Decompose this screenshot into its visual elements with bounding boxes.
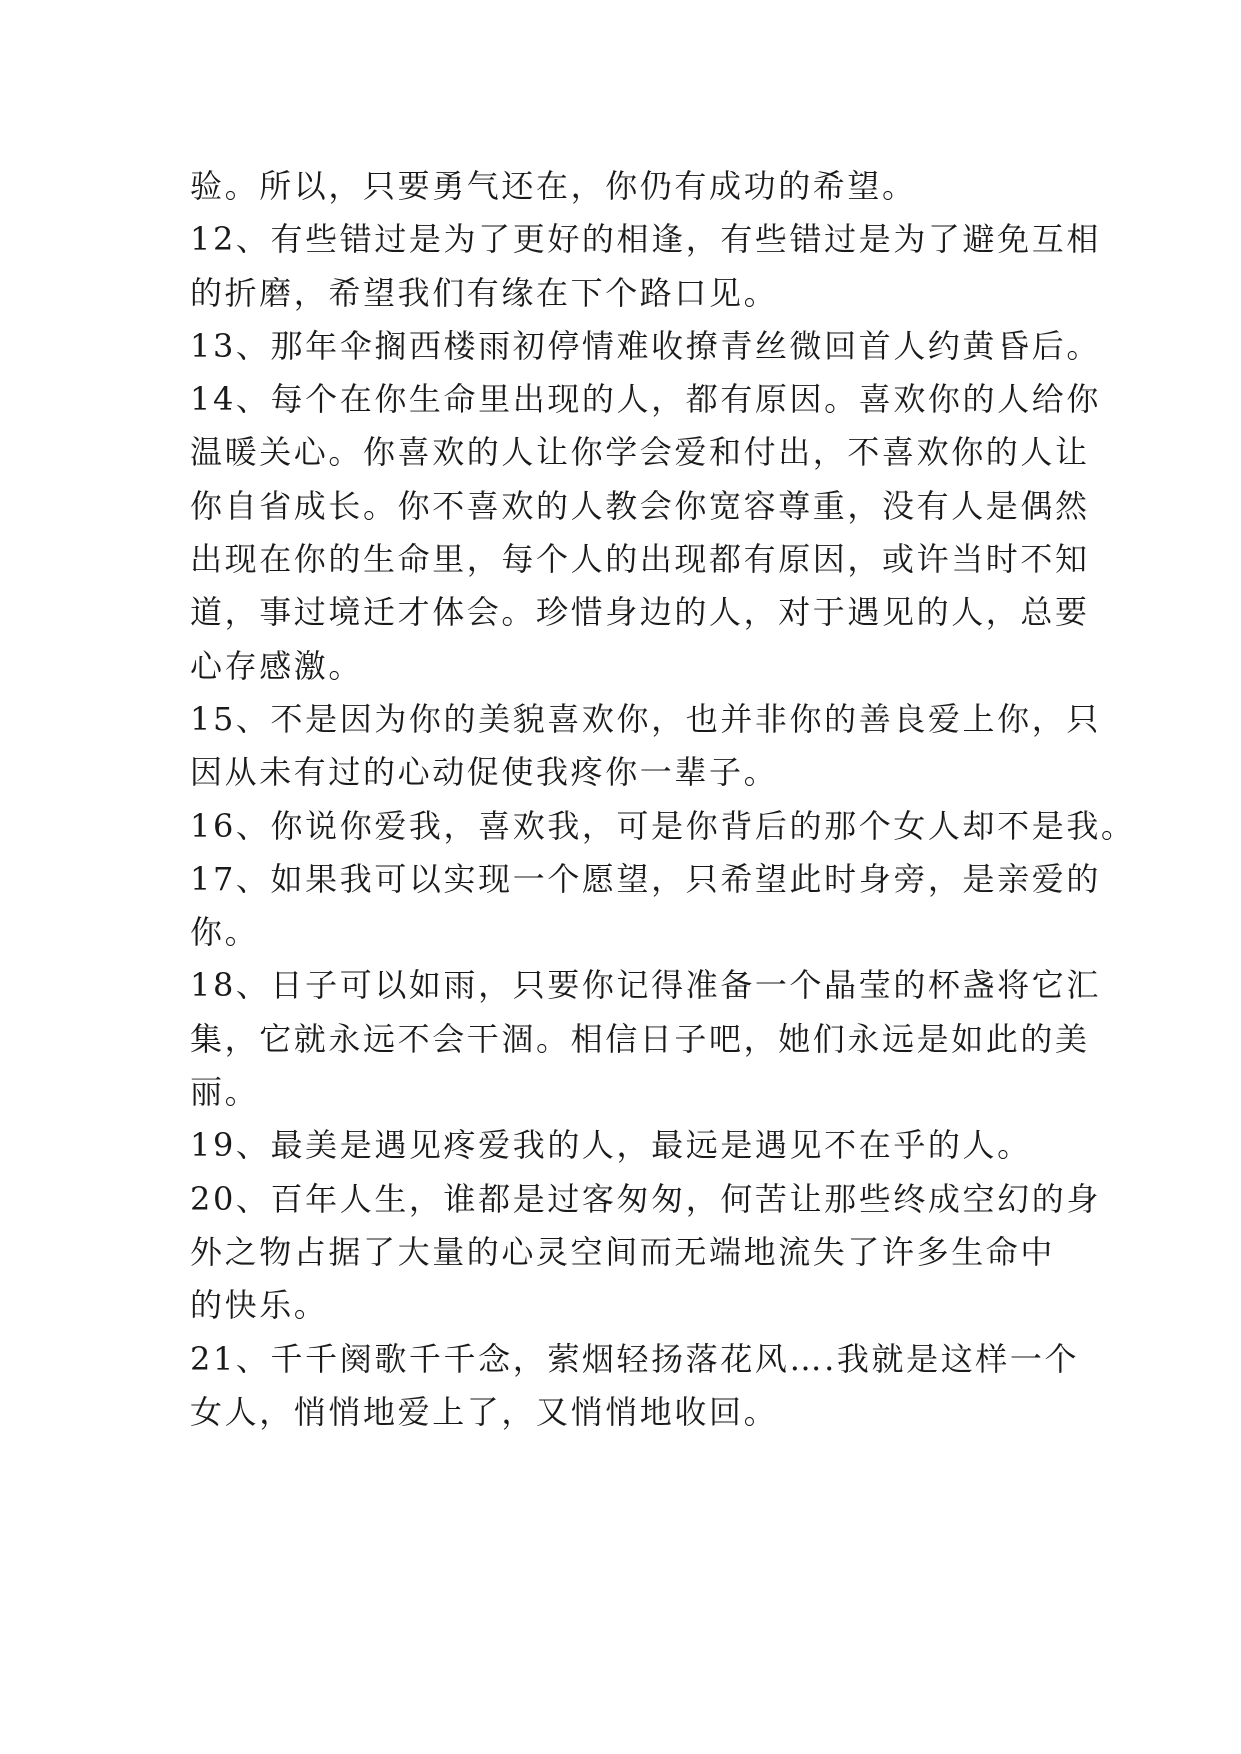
text-line: 女人，悄悄地爱上了，又悄悄地收回。 — [190, 1392, 779, 1431]
text-line: 20、百年人生，谁都是过客匆匆，何苦让那些终成空幻的身 — [190, 1179, 1101, 1218]
text-line: 心存感激。 — [190, 646, 364, 685]
text-line: 的折磨，希望我们有缘在下个路口见。 — [190, 273, 779, 312]
text-line: 17、如果我可以实现一个愿望，只希望此时身旁，是亲爱的 — [190, 859, 1101, 898]
text-line: 14、每个在你生命里出现的人，都有原因。喜欢你的人给你 — [190, 380, 1101, 419]
text-line: 你。 — [190, 913, 260, 952]
text-line: 温暖关心。你喜欢的人让你学会爱和付出，不喜欢你的人让 — [190, 433, 1090, 472]
text-line: 集，它就永远不会干涸。相信日子吧，她们永远是如此的美 — [190, 1019, 1090, 1058]
text-line: 因从未有过的心动促使我疼你一辈子。 — [190, 753, 779, 792]
text-line: 验。所以，只要勇气还在，你仍有成功的希望。 — [190, 167, 917, 205]
text-line: 丽。 — [190, 1073, 260, 1112]
text-line: 21、千千阕歌千千念，萦烟轻扬落花风….我就是这样一个 — [190, 1339, 1080, 1378]
text-line: 外之物占据了大量的心灵空间而无端地流失了许多生命中 — [190, 1232, 1056, 1271]
text-line: 13、那年伞搁西楼雨初停情难收撩青丝微回首人约黄昏后。 — [190, 326, 1101, 365]
text-line: 16、你说你爱我，喜欢我，可是你背后的那个女人却不是我。 — [190, 806, 1136, 845]
text-line: 15、不是因为你的美貌喜欢你，也并非你的善良爱上你，只 — [190, 699, 1101, 738]
text-line: 出现在你的生命里，每个人的出现都有原因，或许当时不知 — [190, 540, 1090, 579]
text-line: 12、有些错过是为了更好的相逢，有些错过是为了避免互相 — [190, 220, 1101, 259]
text-line: 19、最美是遇见疼爱我的人，最远是遇见不在乎的人。 — [190, 1126, 1032, 1165]
text-line: 你自省成长。你不喜欢的人教会你宽容尊重，没有人是偶然 — [190, 486, 1090, 525]
document-body — [190, 160, 1136, 1439]
text-line: 18、日子可以如雨，只要你记得准备一个晶莹的杯盏将它汇 — [190, 966, 1101, 1005]
text-line: 道，事过境迁才体会。珍惜身边的人，对于遇见的人，总要 — [190, 593, 1090, 632]
text-line: 的快乐。 — [190, 1286, 329, 1325]
